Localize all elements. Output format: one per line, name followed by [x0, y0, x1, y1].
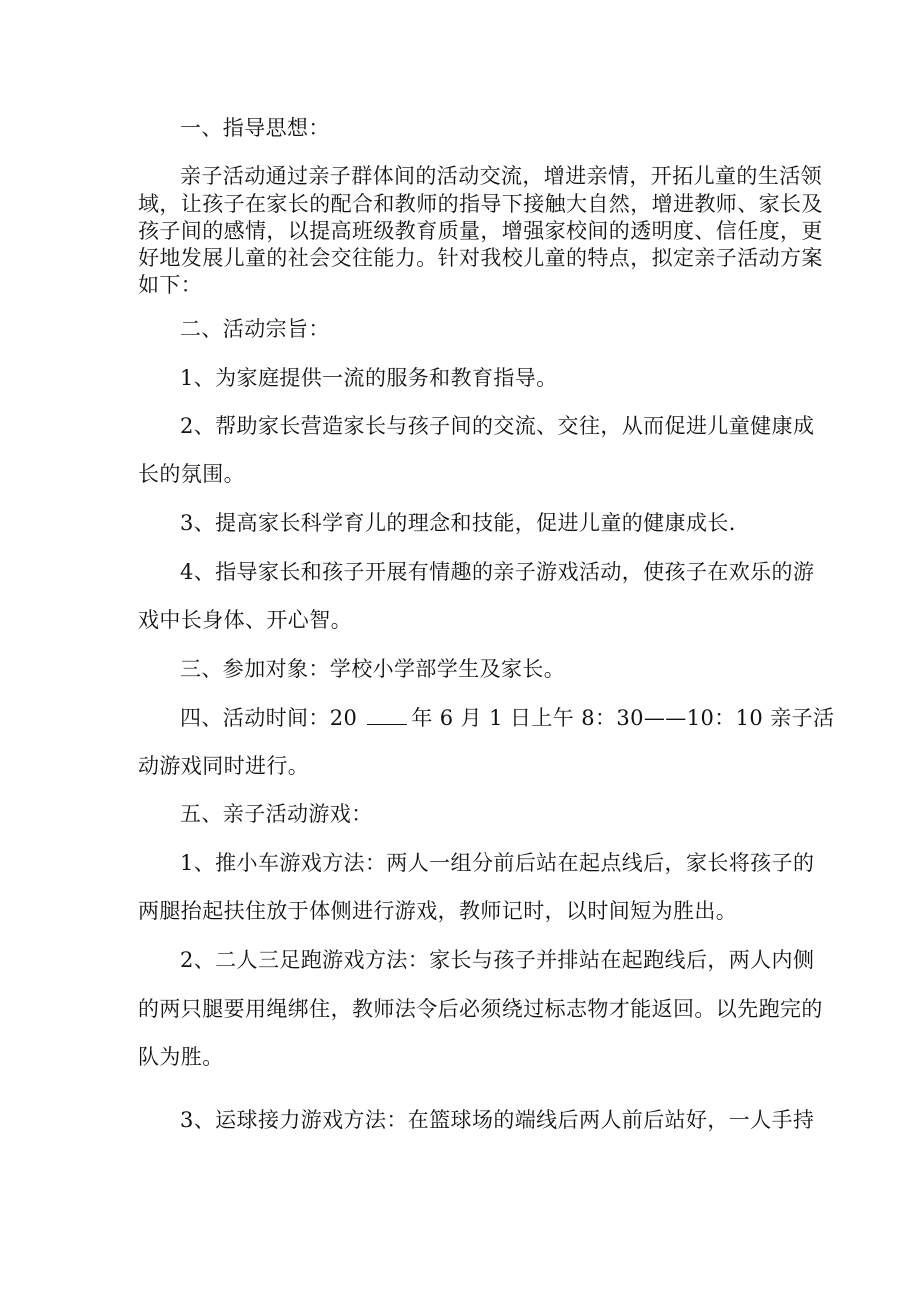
game-item-continuation: 的两只腿要用绳绑住，教师法令后必须绕过标志物才能返回。以先跑完的: [138, 997, 823, 1021]
aim-item-continuation: 长的氛围。: [138, 462, 245, 486]
section-heading-games: 五、亲子活动游戏：: [180, 802, 373, 826]
aim-item: 3、提高家长科学育儿的理念和技能，促进儿童的健康成长.: [180, 511, 736, 535]
activity-time-continuation: 动游戏同时进行。: [138, 754, 310, 778]
intro-paragraph-line: 孩子间的感情，以提高班级教育质量，增强家校间的透明度、信任度，更: [138, 219, 823, 243]
aim-item: 4、指导家长和孩子开展有情趣的亲子游戏活动，使孩子在欢乐的游: [180, 560, 815, 584]
aim-item: 1、为家庭提供一流的服务和教育指导。: [180, 366, 558, 390]
activity-time-suffix: 年 6 月 1 日上午 8：30——10：10 亲子活: [411, 706, 835, 730]
year-blank: [367, 706, 407, 725]
game-item: 2、二人三足跑游戏方法：家长与孩子并排站在起跑线后，两人内侧: [180, 948, 815, 972]
section-activity-time: [180, 706, 834, 730]
aim-item-continuation: 戏中长身体、开心智。: [138, 608, 352, 632]
game-item: 3、运球接力游戏方法：在篮球场的端线后两人前后站好，一人手持: [180, 1108, 815, 1132]
intro-paragraph-line: 域，让孩子在家长的配合和教师的指导下接触大自然，增进教师、家长及: [138, 192, 823, 216]
intro-paragraph-line: 如下：: [138, 273, 203, 297]
aim-item: 2、帮助家长营造家长与孩子间的交流、交往，从而促进儿童健康成: [180, 414, 815, 438]
game-item-continuation: 队为胜。: [138, 1045, 224, 1069]
section-heading-activity-purpose: 二、活动宗旨：: [180, 317, 330, 341]
game-item-continuation: 两腿抬起扶住放于体侧进行游戏，教师记时，以时间短为胜出。: [138, 899, 738, 923]
section-participants: 三、参加对象：学校小学部学生及家长。: [180, 657, 566, 681]
intro-paragraph-line: 好地发展儿童的社会交往能力。针对我校儿童的特点，拟定亲子活动方案: [138, 246, 823, 270]
intro-paragraph-line: 亲子活动通过亲子群体间的活动交流，增进亲情，开拓儿童的生活领: [180, 164, 822, 188]
section-heading-guiding-thought: 一、指导思想：: [180, 116, 330, 140]
activity-time-prefix: 四、活动时间：20: [180, 706, 358, 730]
game-item: 1、推小车游戏方法：两人一组分前后站在起点线后，家长将孩子的: [180, 851, 815, 875]
